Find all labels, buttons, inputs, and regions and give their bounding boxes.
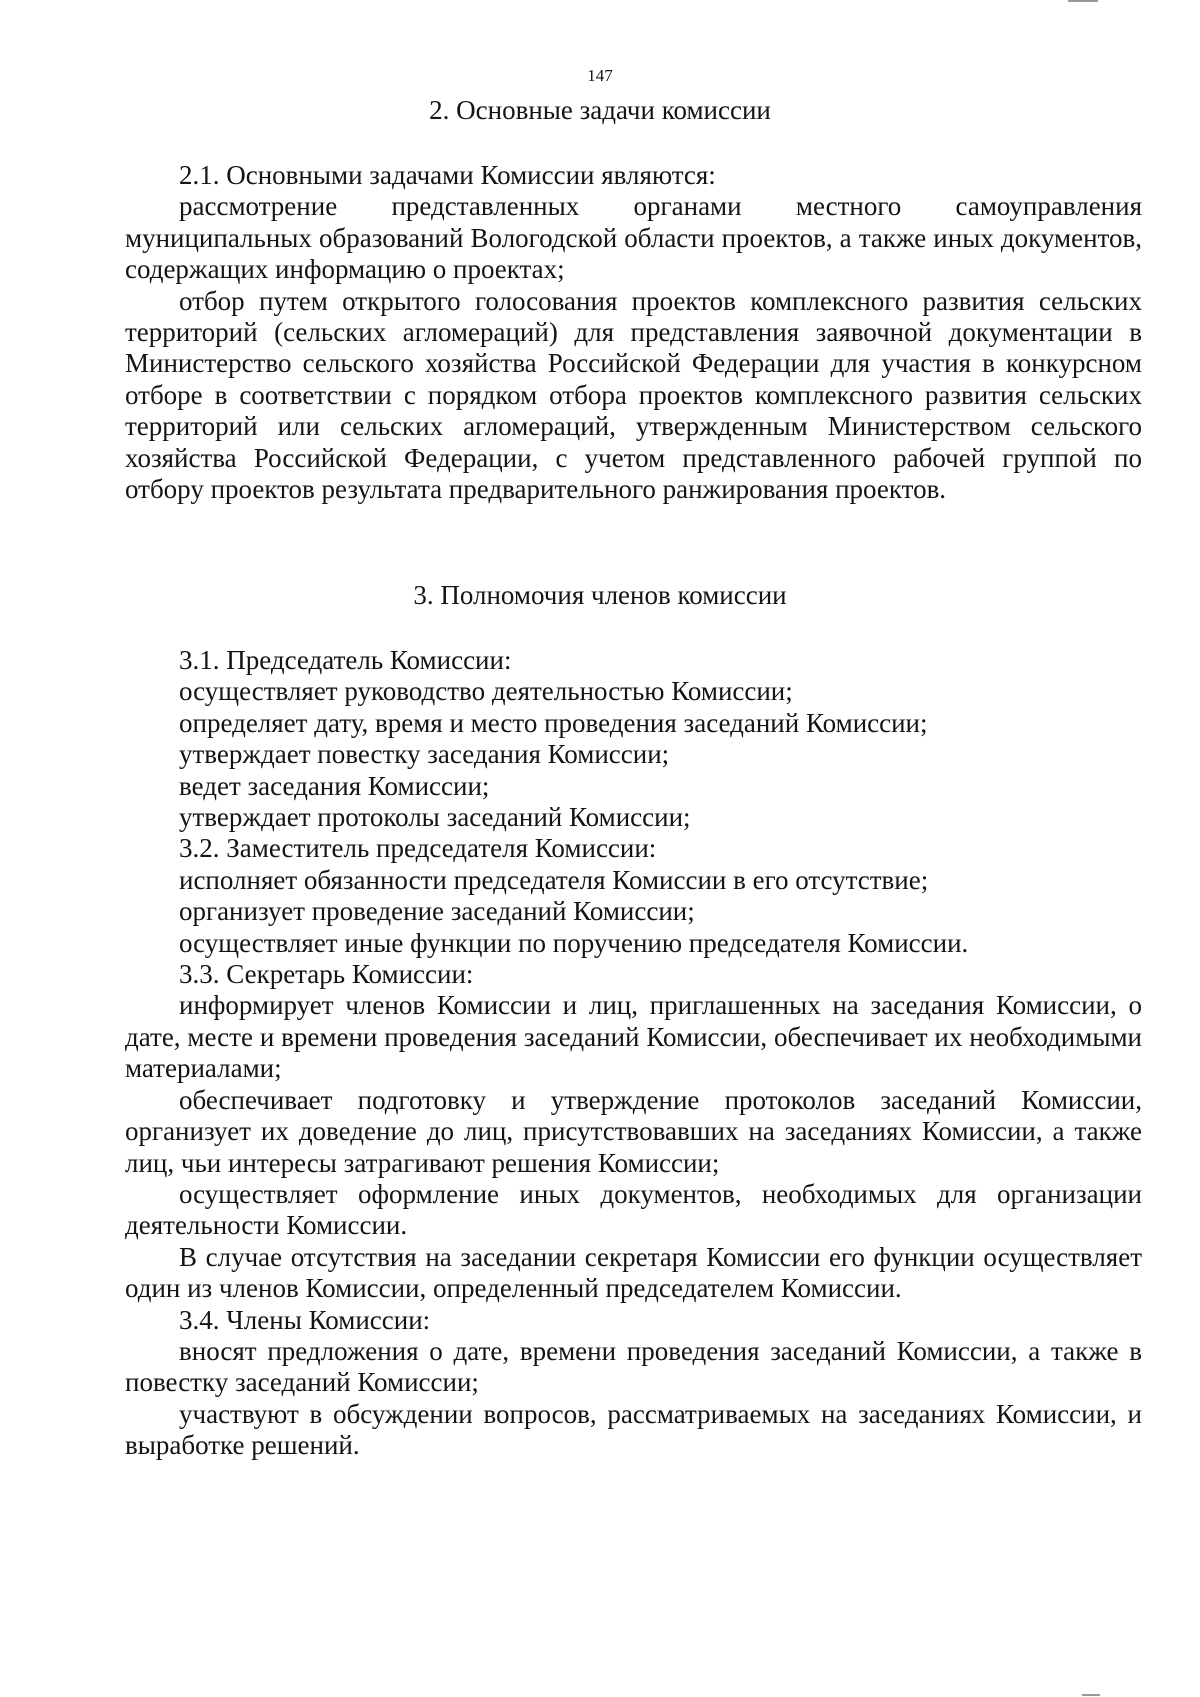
section-3-paragraph: ведет заседания Комиссии; (179, 770, 490, 801)
section-3-paragraph: вносят предложения о дате, времени проведения заседаний Комиссии, а также в повестку заседаний Комиссии; (125, 1335, 1142, 1398)
section-3-heading: 3. Полномочия членов комиссии (413, 580, 787, 610)
section-3-paragraph: утверждает протоколы заседаний Комиссии; (179, 802, 691, 833)
section-3-paragraph: 3.1. Председатель Комиссии: (179, 645, 512, 675)
section-3-paragraph: 3.2. Заместитель председателя Комиссии: (179, 833, 657, 864)
section-3-paragraph: В случае отсутствия на заседании секретаря Комиссии его функции осуществляет один из членов Комиссии, определенный председателем Комиссии. (125, 1241, 1142, 1304)
section-2-paragraph: 2.1. Основными задачами Комиссии являются: (179, 160, 716, 190)
section-3-paragraph: утверждает повестку заседания Комиссии; (179, 739, 670, 770)
scan-artifact-top (1068, 0, 1098, 2)
section-3-paragraph: 3.3. Секретарь Комиссии: (179, 959, 474, 990)
scan-artifact-bottom (1082, 1694, 1100, 1696)
section-3-body (125, 645, 1142, 1462)
section-3-paragraph: осуществляет руководство деятельностью Комиссии; (179, 676, 793, 707)
section-3-paragraph: организует проведение заседаний Комиссии; (179, 896, 695, 927)
section-3-paragraph: исполняет обязанности председателя Комиссии в его отсутствие; (179, 864, 929, 895)
page-number: 147 (587, 66, 613, 85)
section-3-paragraph: 3.4. Члены Комиссии: (179, 1304, 431, 1335)
section-2-heading: 2. Основные задачи комиссии (429, 95, 771, 125)
section-2-paragraph: рассмотрение представленных органами местного самоуправления муниципальных образований Вологодской области проектов, а также иных документов, содержащих информацию о проектах; (125, 191, 1142, 285)
section-3-paragraph: обеспечивает подготовку и утверждение протоколов заседаний Комиссии, организует их доведение до лиц, присутствовавших на заседаниях Комиссии, а также лиц, чьи интересы затрагивают решения Комиссии; (125, 1084, 1142, 1178)
section-2-paragraph: отбор путем открытого голосования проектов комплексного развития сельских территорий (сельских агломераций) для представления заявочной документации в Министерство сельского хозяйства Российской Федерации для участия в конкурсном отборе в соответствии с порядком отбора проектов комплексного развития сельских территорий или сельских агломераций, утвержденным Министерством сельского хозяйства Российской Федерации, с учетом представленного рабочей группой по отбору проектов результата предварительного ранжирования проектов. (125, 285, 1142, 505)
section-3-paragraph: информирует членов Комиссии и лиц, приглашенных на заседания Комиссии, о дате, месте и времени проведения заседаний Комиссии, обеспечивает их необходимыми материалами; (125, 990, 1142, 1084)
section-3-paragraph: осуществляет иные функции по поручению председателя Комиссии. (179, 927, 969, 958)
section-3-paragraph: осуществляет оформление иных документов, необходимых для организации деятельности Комиссии. (125, 1178, 1142, 1241)
section-3-paragraph: участвуют в обсуждении вопросов, рассматриваемых на заседаниях Комиссии, и выработке решений. (125, 1398, 1142, 1461)
section-2-body (125, 160, 1142, 505)
section-3-paragraph: определяет дату, время и место проведения заседаний Комиссии; (179, 707, 928, 738)
